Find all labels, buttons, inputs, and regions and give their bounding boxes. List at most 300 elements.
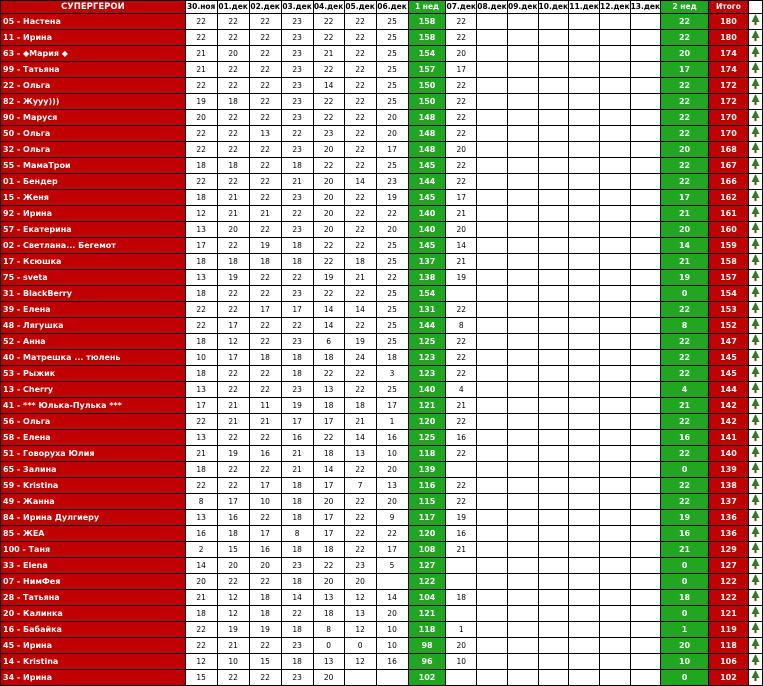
- grand-total-cell[interactable]: 119: [708, 622, 748, 638]
- day-score-cell[interactable]: [538, 462, 569, 478]
- day-score-cell[interactable]: 20: [313, 670, 344, 686]
- week1-total-cell[interactable]: 148: [408, 110, 446, 126]
- day-score-cell[interactable]: 0: [344, 638, 376, 654]
- day-score-cell[interactable]: 22: [281, 318, 313, 334]
- week2-total-cell[interactable]: 22: [661, 110, 709, 126]
- participant-name-cell[interactable]: 85 - ЖЕА: [1, 526, 186, 542]
- day-score-cell[interactable]: [508, 254, 539, 270]
- participant-name-cell[interactable]: 52 - Анна: [1, 334, 186, 350]
- day-score-cell[interactable]: 18: [313, 350, 344, 366]
- day-score-cell[interactable]: [630, 526, 661, 542]
- day-score-cell[interactable]: 19: [217, 270, 249, 286]
- participant-name-cell[interactable]: 05 - Настена: [1, 14, 186, 30]
- grand-total-cell[interactable]: 174: [708, 46, 748, 62]
- day-score-cell[interactable]: 20: [185, 574, 217, 590]
- day-score-cell[interactable]: [630, 366, 661, 382]
- day-score-cell[interactable]: 18: [185, 190, 217, 206]
- day-score-cell[interactable]: [477, 158, 508, 174]
- day-score-cell[interactable]: 22: [344, 542, 376, 558]
- day-score-cell[interactable]: 22: [376, 270, 408, 286]
- day-score-cell[interactable]: 7: [344, 478, 376, 494]
- day-score-cell[interactable]: 22: [217, 382, 249, 398]
- participant-name-cell[interactable]: 01 - Бендер: [1, 174, 186, 190]
- day-score-cell[interactable]: [477, 142, 508, 158]
- participant-name-cell[interactable]: 32 - Ольга: [1, 142, 186, 158]
- week2-total-cell[interactable]: 10: [661, 654, 709, 670]
- grand-total-cell[interactable]: 147: [708, 334, 748, 350]
- day-score-cell[interactable]: 22: [446, 414, 477, 430]
- day-score-cell[interactable]: [569, 462, 600, 478]
- day-score-cell[interactable]: [630, 398, 661, 414]
- day-score-cell[interactable]: 21: [344, 414, 376, 430]
- day-score-cell[interactable]: 19: [446, 510, 477, 526]
- day-score-cell[interactable]: 14: [281, 590, 313, 606]
- day-score-cell[interactable]: [538, 190, 569, 206]
- day-score-cell[interactable]: 20: [376, 110, 408, 126]
- day-score-cell[interactable]: 22: [249, 46, 281, 62]
- day-score-cell[interactable]: 20: [313, 142, 344, 158]
- day-score-cell[interactable]: 19: [249, 238, 281, 254]
- day-score-cell[interactable]: [376, 670, 408, 686]
- day-score-cell[interactable]: 16: [376, 430, 408, 446]
- day-score-cell[interactable]: 22: [185, 414, 217, 430]
- participant-name-cell[interactable]: 41 - *** Юлька-Пулька ***: [1, 398, 186, 414]
- week1-total-cell[interactable]: 158: [408, 30, 446, 46]
- day-score-cell[interactable]: 14: [185, 558, 217, 574]
- day-score-cell[interactable]: [600, 350, 631, 366]
- day-score-cell[interactable]: 12: [217, 590, 249, 606]
- day-score-cell[interactable]: [477, 126, 508, 142]
- participant-name-cell[interactable]: 20 - Калинка: [1, 606, 186, 622]
- day-score-cell[interactable]: 22: [344, 30, 376, 46]
- day-score-cell[interactable]: [630, 430, 661, 446]
- day-score-cell[interactable]: 18: [281, 510, 313, 526]
- participant-name-cell[interactable]: 57 - Екатерина: [1, 222, 186, 238]
- day-score-cell[interactable]: 23: [281, 638, 313, 654]
- day-score-cell[interactable]: [477, 558, 508, 574]
- day-score-cell[interactable]: [569, 302, 600, 318]
- day-score-cell[interactable]: 22: [344, 222, 376, 238]
- column-header-day[interactable]: 05.дек: [344, 1, 376, 14]
- day-score-cell[interactable]: [477, 606, 508, 622]
- day-score-cell[interactable]: [600, 46, 631, 62]
- week2-total-cell[interactable]: 16: [661, 430, 709, 446]
- day-score-cell[interactable]: 17: [217, 494, 249, 510]
- day-score-cell[interactable]: 17: [313, 414, 344, 430]
- day-score-cell[interactable]: 17: [249, 302, 281, 318]
- day-score-cell[interactable]: 18: [313, 606, 344, 622]
- week2-total-cell[interactable]: 22: [661, 94, 709, 110]
- day-score-cell[interactable]: 13: [185, 270, 217, 286]
- week1-total-cell[interactable]: 131: [408, 302, 446, 318]
- day-score-cell[interactable]: [630, 110, 661, 126]
- day-score-cell[interactable]: 25: [376, 318, 408, 334]
- day-score-cell[interactable]: 25: [376, 302, 408, 318]
- week2-total-cell[interactable]: 16: [661, 526, 709, 542]
- week1-total-cell[interactable]: 122: [408, 574, 446, 590]
- grand-total-cell[interactable]: 129: [708, 542, 748, 558]
- participant-name-cell[interactable]: 100 - Таня: [1, 542, 186, 558]
- day-score-cell[interactable]: 25: [376, 14, 408, 30]
- day-score-cell[interactable]: [538, 574, 569, 590]
- day-score-cell[interactable]: 22: [217, 366, 249, 382]
- day-score-cell[interactable]: [600, 206, 631, 222]
- day-score-cell[interactable]: 23: [376, 174, 408, 190]
- day-score-cell[interactable]: 23: [344, 558, 376, 574]
- day-score-cell[interactable]: [508, 446, 539, 462]
- day-score-cell[interactable]: [538, 286, 569, 302]
- day-score-cell[interactable]: [538, 270, 569, 286]
- day-score-cell[interactable]: [569, 574, 600, 590]
- day-score-cell[interactable]: 16: [185, 526, 217, 542]
- day-score-cell[interactable]: [538, 126, 569, 142]
- column-header-day[interactable]: 12.дек: [600, 1, 631, 14]
- day-score-cell[interactable]: 18: [217, 254, 249, 270]
- day-score-cell[interactable]: 18: [217, 526, 249, 542]
- day-score-cell[interactable]: 22: [249, 94, 281, 110]
- day-score-cell[interactable]: 22: [249, 174, 281, 190]
- day-score-cell[interactable]: 17: [446, 190, 477, 206]
- day-score-cell[interactable]: [477, 366, 508, 382]
- participant-name-cell[interactable]: 53 - Рыжик: [1, 366, 186, 382]
- day-score-cell[interactable]: [569, 622, 600, 638]
- day-score-cell[interactable]: [630, 222, 661, 238]
- day-score-cell[interactable]: [600, 654, 631, 670]
- day-score-cell[interactable]: 22: [249, 638, 281, 654]
- day-score-cell[interactable]: [477, 430, 508, 446]
- column-header-day[interactable]: 04.дек: [313, 1, 344, 14]
- day-score-cell[interactable]: [538, 622, 569, 638]
- day-score-cell[interactable]: [630, 126, 661, 142]
- participant-name-cell[interactable]: 58 - Елена: [1, 430, 186, 446]
- day-score-cell[interactable]: 23: [281, 190, 313, 206]
- participant-name-cell[interactable]: 33 - Elena: [1, 558, 186, 574]
- day-score-cell[interactable]: 22: [344, 318, 376, 334]
- day-score-cell[interactable]: [630, 654, 661, 670]
- day-score-cell[interactable]: 25: [376, 238, 408, 254]
- day-score-cell[interactable]: 18: [185, 334, 217, 350]
- column-header-week2[interactable]: 2 нед: [661, 1, 709, 14]
- participant-name-cell[interactable]: 34 - Ирина: [1, 670, 186, 686]
- day-score-cell[interactable]: [600, 222, 631, 238]
- day-score-cell[interactable]: 18: [313, 398, 344, 414]
- day-score-cell[interactable]: 11: [249, 398, 281, 414]
- day-score-cell[interactable]: 13: [185, 382, 217, 398]
- day-score-cell[interactable]: 18: [185, 158, 217, 174]
- day-score-cell[interactable]: [508, 638, 539, 654]
- day-score-cell[interactable]: 20: [446, 222, 477, 238]
- day-score-cell[interactable]: [569, 478, 600, 494]
- day-score-cell[interactable]: 25: [376, 94, 408, 110]
- day-score-cell[interactable]: [376, 574, 408, 590]
- day-score-cell[interactable]: 22: [446, 446, 477, 462]
- day-score-cell[interactable]: [508, 318, 539, 334]
- grand-total-cell[interactable]: 158: [708, 254, 748, 270]
- day-score-cell[interactable]: [508, 142, 539, 158]
- week2-total-cell[interactable]: 22: [661, 366, 709, 382]
- day-score-cell[interactable]: 14: [313, 302, 344, 318]
- day-score-cell[interactable]: [630, 206, 661, 222]
- day-score-cell[interactable]: 22: [217, 478, 249, 494]
- day-score-cell[interactable]: 22: [344, 366, 376, 382]
- participant-name-cell[interactable]: 17 - Ксюшка: [1, 254, 186, 270]
- week2-total-cell[interactable]: 0: [661, 462, 709, 478]
- grand-total-cell[interactable]: 180: [708, 14, 748, 30]
- week2-total-cell[interactable]: 17: [661, 62, 709, 78]
- grand-total-cell[interactable]: 142: [708, 414, 748, 430]
- day-score-cell[interactable]: 17: [313, 526, 344, 542]
- day-score-cell[interactable]: [477, 78, 508, 94]
- week2-total-cell[interactable]: 21: [661, 206, 709, 222]
- day-score-cell[interactable]: [569, 142, 600, 158]
- day-score-cell[interactable]: 22: [185, 126, 217, 142]
- day-score-cell[interactable]: [569, 638, 600, 654]
- day-score-cell[interactable]: [569, 334, 600, 350]
- day-score-cell[interactable]: 22: [313, 62, 344, 78]
- day-score-cell[interactable]: [569, 222, 600, 238]
- day-score-cell[interactable]: 15: [217, 542, 249, 558]
- day-score-cell[interactable]: 8: [281, 526, 313, 542]
- day-score-cell[interactable]: [538, 478, 569, 494]
- participant-name-cell[interactable]: 63 - ◆Мария ◆: [1, 46, 186, 62]
- day-score-cell[interactable]: 13: [185, 430, 217, 446]
- day-score-cell[interactable]: [538, 62, 569, 78]
- day-score-cell[interactable]: [538, 318, 569, 334]
- day-score-cell[interactable]: 22: [249, 14, 281, 30]
- day-score-cell[interactable]: 17: [249, 478, 281, 494]
- day-score-cell[interactable]: 22: [217, 142, 249, 158]
- day-score-cell[interactable]: [477, 286, 508, 302]
- day-score-cell[interactable]: 20: [446, 142, 477, 158]
- day-score-cell[interactable]: [630, 286, 661, 302]
- column-header-day[interactable]: 03.дек: [281, 1, 313, 14]
- day-score-cell[interactable]: [630, 510, 661, 526]
- day-score-cell[interactable]: [508, 414, 539, 430]
- day-score-cell[interactable]: [508, 654, 539, 670]
- day-score-cell[interactable]: 22: [185, 78, 217, 94]
- day-score-cell[interactable]: [569, 542, 600, 558]
- week2-total-cell[interactable]: 0: [661, 670, 709, 686]
- day-score-cell[interactable]: 22: [281, 270, 313, 286]
- day-score-cell[interactable]: [508, 558, 539, 574]
- day-score-cell[interactable]: [538, 30, 569, 46]
- day-score-cell[interactable]: 13: [185, 510, 217, 526]
- day-score-cell[interactable]: [630, 62, 661, 78]
- day-score-cell[interactable]: 18: [344, 254, 376, 270]
- day-score-cell[interactable]: 22: [217, 14, 249, 30]
- day-score-cell[interactable]: 16: [281, 430, 313, 446]
- day-score-cell[interactable]: [477, 590, 508, 606]
- day-score-cell[interactable]: [600, 526, 631, 542]
- grand-total-cell[interactable]: 172: [708, 94, 748, 110]
- day-score-cell[interactable]: 21: [446, 398, 477, 414]
- day-score-cell[interactable]: 22: [249, 382, 281, 398]
- day-score-cell[interactable]: [508, 462, 539, 478]
- day-score-cell[interactable]: 22: [313, 30, 344, 46]
- day-score-cell[interactable]: 20: [249, 558, 281, 574]
- day-score-cell[interactable]: [538, 158, 569, 174]
- day-score-cell[interactable]: [600, 574, 631, 590]
- week1-total-cell[interactable]: 148: [408, 142, 446, 158]
- day-score-cell[interactable]: 17: [249, 526, 281, 542]
- day-score-cell[interactable]: [508, 174, 539, 190]
- week1-total-cell[interactable]: 154: [408, 286, 446, 302]
- day-score-cell[interactable]: [600, 142, 631, 158]
- week2-total-cell[interactable]: 22: [661, 334, 709, 350]
- day-score-cell[interactable]: [569, 254, 600, 270]
- grand-total-cell[interactable]: 157: [708, 270, 748, 286]
- day-score-cell[interactable]: 20: [313, 494, 344, 510]
- day-score-cell[interactable]: 22: [313, 254, 344, 270]
- day-score-cell[interactable]: [477, 414, 508, 430]
- day-score-cell[interactable]: 20: [313, 190, 344, 206]
- grand-total-cell[interactable]: 127: [708, 558, 748, 574]
- day-score-cell[interactable]: [477, 62, 508, 78]
- day-score-cell[interactable]: 20: [376, 462, 408, 478]
- day-score-cell[interactable]: 21: [281, 174, 313, 190]
- grand-total-cell[interactable]: 142: [708, 398, 748, 414]
- day-score-cell[interactable]: [538, 350, 569, 366]
- day-score-cell[interactable]: [508, 542, 539, 558]
- day-score-cell[interactable]: 10: [217, 654, 249, 670]
- day-score-cell[interactable]: [477, 222, 508, 238]
- grand-total-cell[interactable]: 154: [708, 286, 748, 302]
- day-score-cell[interactable]: [477, 190, 508, 206]
- day-score-cell[interactable]: [569, 430, 600, 446]
- day-score-cell[interactable]: 17: [185, 238, 217, 254]
- day-score-cell[interactable]: 23: [281, 222, 313, 238]
- day-score-cell[interactable]: 25: [376, 78, 408, 94]
- day-score-cell[interactable]: [600, 78, 631, 94]
- grand-total-cell[interactable]: 152: [708, 318, 748, 334]
- day-score-cell[interactable]: 17: [281, 414, 313, 430]
- day-score-cell[interactable]: [569, 110, 600, 126]
- day-score-cell[interactable]: 21: [344, 270, 376, 286]
- week1-total-cell[interactable]: 150: [408, 78, 446, 94]
- day-score-cell[interactable]: [538, 430, 569, 446]
- day-score-cell[interactable]: 10: [376, 446, 408, 462]
- day-score-cell[interactable]: [538, 46, 569, 62]
- day-score-cell[interactable]: 18: [281, 158, 313, 174]
- participant-name-cell[interactable]: 40 - Матрешка ... тюлень: [1, 350, 186, 366]
- day-score-cell[interactable]: [569, 350, 600, 366]
- day-score-cell[interactable]: [538, 14, 569, 30]
- day-score-cell[interactable]: 22: [446, 94, 477, 110]
- day-score-cell[interactable]: 15: [249, 654, 281, 670]
- day-score-cell[interactable]: [508, 398, 539, 414]
- day-score-cell[interactable]: 17: [217, 318, 249, 334]
- participant-name-cell[interactable]: 15 - Женя: [1, 190, 186, 206]
- day-score-cell[interactable]: [508, 206, 539, 222]
- day-score-cell[interactable]: [569, 494, 600, 510]
- day-score-cell[interactable]: 22: [217, 238, 249, 254]
- column-header-name[interactable]: СУПЕРГЕРОИ: [1, 1, 186, 14]
- week2-total-cell[interactable]: 21: [661, 398, 709, 414]
- week2-total-cell[interactable]: 22: [661, 414, 709, 430]
- grand-total-cell[interactable]: 137: [708, 494, 748, 510]
- day-score-cell[interactable]: 14: [376, 590, 408, 606]
- day-score-cell[interactable]: [569, 606, 600, 622]
- day-score-cell[interactable]: [600, 542, 631, 558]
- day-score-cell[interactable]: [569, 446, 600, 462]
- week1-total-cell[interactable]: 118: [408, 622, 446, 638]
- day-score-cell[interactable]: 22: [344, 126, 376, 142]
- day-score-cell[interactable]: 22: [249, 190, 281, 206]
- day-score-cell[interactable]: 22: [185, 14, 217, 30]
- day-score-cell[interactable]: [538, 366, 569, 382]
- day-score-cell[interactable]: 22: [281, 126, 313, 142]
- day-score-cell[interactable]: 9: [376, 510, 408, 526]
- grand-total-cell[interactable]: 170: [708, 110, 748, 126]
- day-score-cell[interactable]: [600, 366, 631, 382]
- day-score-cell[interactable]: 22: [217, 78, 249, 94]
- week2-total-cell[interactable]: 8: [661, 318, 709, 334]
- week1-total-cell[interactable]: 125: [408, 334, 446, 350]
- day-score-cell[interactable]: [630, 638, 661, 654]
- day-score-cell[interactable]: 17: [185, 398, 217, 414]
- grand-total-cell[interactable]: 168: [708, 142, 748, 158]
- day-score-cell[interactable]: [569, 590, 600, 606]
- day-score-cell[interactable]: [477, 494, 508, 510]
- day-score-cell[interactable]: [508, 94, 539, 110]
- day-score-cell[interactable]: 25: [376, 62, 408, 78]
- week1-total-cell[interactable]: 157: [408, 62, 446, 78]
- day-score-cell[interactable]: 22: [313, 430, 344, 446]
- day-score-cell[interactable]: 22: [249, 430, 281, 446]
- week2-total-cell[interactable]: 0: [661, 286, 709, 302]
- day-score-cell[interactable]: 17: [313, 478, 344, 494]
- day-score-cell[interactable]: 22: [344, 94, 376, 110]
- week1-total-cell[interactable]: 154: [408, 46, 446, 62]
- day-score-cell[interactable]: 22: [249, 78, 281, 94]
- day-score-cell[interactable]: [477, 350, 508, 366]
- week1-total-cell[interactable]: 102: [408, 670, 446, 686]
- day-score-cell[interactable]: 18: [281, 622, 313, 638]
- day-score-cell[interactable]: 22: [344, 494, 376, 510]
- day-score-cell[interactable]: 25: [376, 46, 408, 62]
- day-score-cell[interactable]: 23: [281, 110, 313, 126]
- week2-total-cell[interactable]: 21: [661, 542, 709, 558]
- day-score-cell[interactable]: 13: [313, 590, 344, 606]
- day-score-cell[interactable]: 18: [185, 366, 217, 382]
- day-score-cell[interactable]: 21: [217, 206, 249, 222]
- week1-total-cell[interactable]: 116: [408, 478, 446, 494]
- day-score-cell[interactable]: 20: [376, 606, 408, 622]
- day-score-cell[interactable]: [600, 430, 631, 446]
- day-score-cell[interactable]: [477, 206, 508, 222]
- day-score-cell[interactable]: 10: [376, 622, 408, 638]
- grand-total-cell[interactable]: 122: [708, 574, 748, 590]
- day-score-cell[interactable]: 22: [217, 110, 249, 126]
- day-score-cell[interactable]: [569, 286, 600, 302]
- day-score-cell[interactable]: 19: [344, 334, 376, 350]
- day-score-cell[interactable]: [538, 654, 569, 670]
- week2-total-cell[interactable]: 19: [661, 270, 709, 286]
- week2-total-cell[interactable]: 22: [661, 14, 709, 30]
- day-score-cell[interactable]: [630, 142, 661, 158]
- day-score-cell[interactable]: 19: [185, 94, 217, 110]
- day-score-cell[interactable]: [569, 414, 600, 430]
- week2-total-cell[interactable]: 0: [661, 574, 709, 590]
- day-score-cell[interactable]: [446, 574, 477, 590]
- day-score-cell[interactable]: [508, 62, 539, 78]
- grand-total-cell[interactable]: 160: [708, 222, 748, 238]
- day-score-cell[interactable]: 2: [185, 542, 217, 558]
- grand-total-cell[interactable]: 167: [708, 158, 748, 174]
- day-score-cell[interactable]: 22: [313, 110, 344, 126]
- day-score-cell[interactable]: [569, 382, 600, 398]
- day-score-cell[interactable]: 22: [313, 238, 344, 254]
